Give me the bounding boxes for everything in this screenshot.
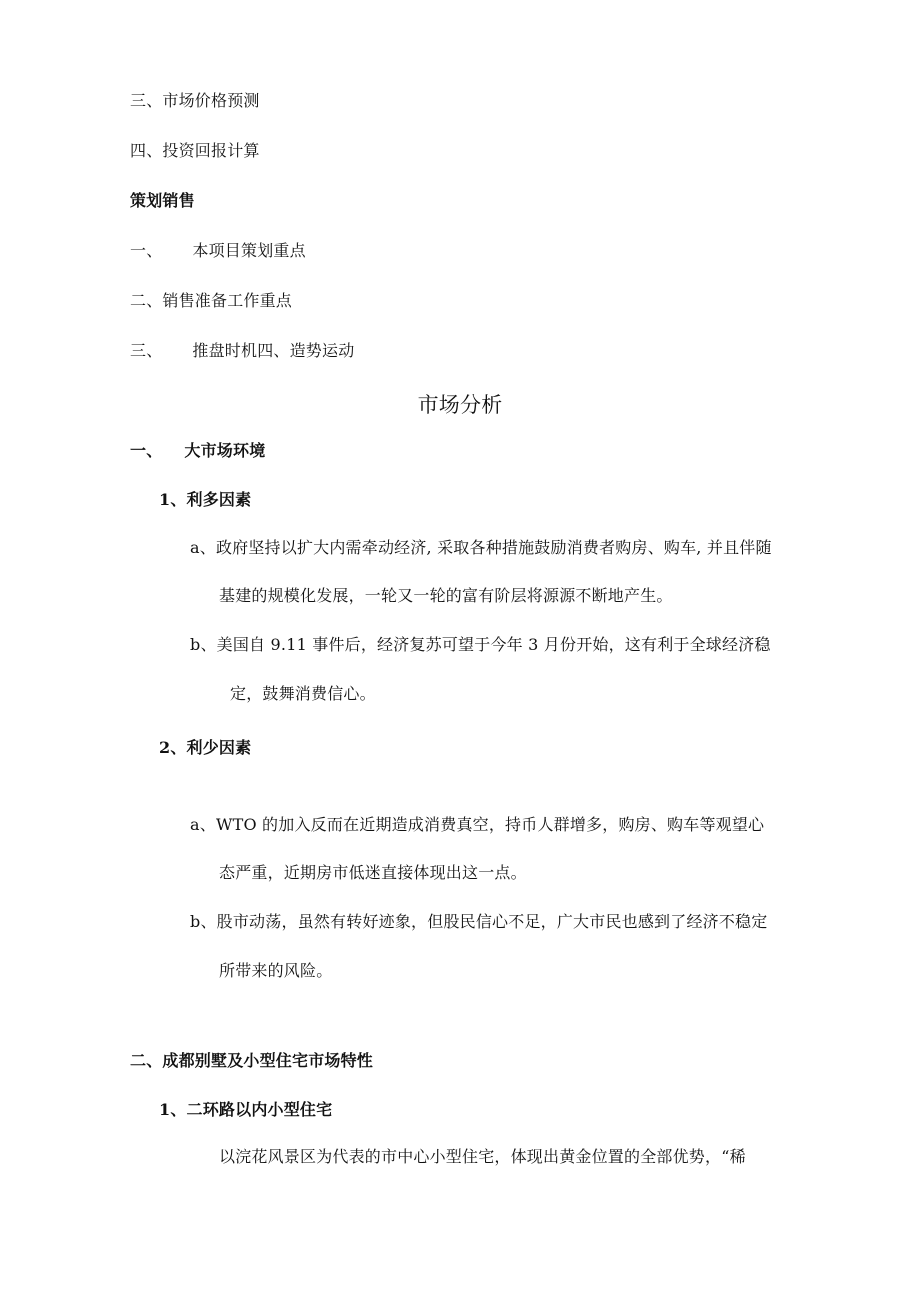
- toc-item-3: 三、市场价格预测: [130, 91, 260, 110]
- plan-item-3-text: 推盘时机四、造势运动: [192, 341, 355, 360]
- unfavorable-b-line-2: 所带来的风险。: [219, 961, 333, 980]
- plan-item-2: 二、销售准备工作重点: [130, 291, 293, 310]
- unfavorable-a-line-1: a、WTO 的加入反而在近期造成消费真空，持币人群增多，购房、购车等观望心: [190, 815, 765, 834]
- plan-item-3: [130, 341, 354, 361]
- section-2-paragraph: 以浣花风景区为代表的市中心小型住宅，体现出黄金位置的全部优势，“稀: [219, 1147, 746, 1166]
- plan-item-3-number: 三、: [130, 341, 163, 360]
- section-2-sub-heading: 1、二环路以内小型住宅: [159, 1100, 333, 1119]
- plan-item-1: [130, 241, 306, 261]
- planning-heading: 策划销售: [130, 191, 195, 210]
- unfavorable-a-line-2: 态严重，近期房市低迷直接体现出这一点。: [219, 863, 527, 882]
- section-1-heading: [130, 441, 265, 461]
- sub-heading-favorable: 1、利多因素: [159, 490, 252, 509]
- section-1-number: 一、: [130, 441, 163, 460]
- favorable-a-line-1: a、政府坚持以扩大内需牵动经济, 采取各种措施鼓励消费者购房、购车, 并且伴随: [190, 538, 772, 557]
- favorable-b-line-2: 定，鼓舞消费信心。: [230, 684, 376, 703]
- unfavorable-b-line-1: b、股市动荡，虽然有转好迹象，但股民信心不足，广大市民也感到了经济不稳定: [190, 912, 768, 931]
- section-1-title: 大市场环境: [184, 441, 266, 460]
- analysis-title: 市场分析: [417, 393, 503, 417]
- sub-heading-unfavorable: 2、利少因素: [159, 738, 252, 757]
- favorable-b-line-1: b、美国自 9.11 事件后，经济复苏可望于今年 3 月份开始，这有利于全球经济稳: [190, 635, 771, 654]
- section-2-heading: 二、成都别墅及小型住宅市场特性: [130, 1051, 374, 1070]
- plan-item-1-text: 本项目策划重点: [192, 241, 306, 260]
- plan-item-1-number: 一、: [130, 241, 163, 260]
- favorable-a-line-2: 基建的规模化发展，一轮又一轮的富有阶层将源源不断地产生。: [219, 586, 673, 605]
- toc-item-4: 四、投资回报计算: [130, 141, 260, 160]
